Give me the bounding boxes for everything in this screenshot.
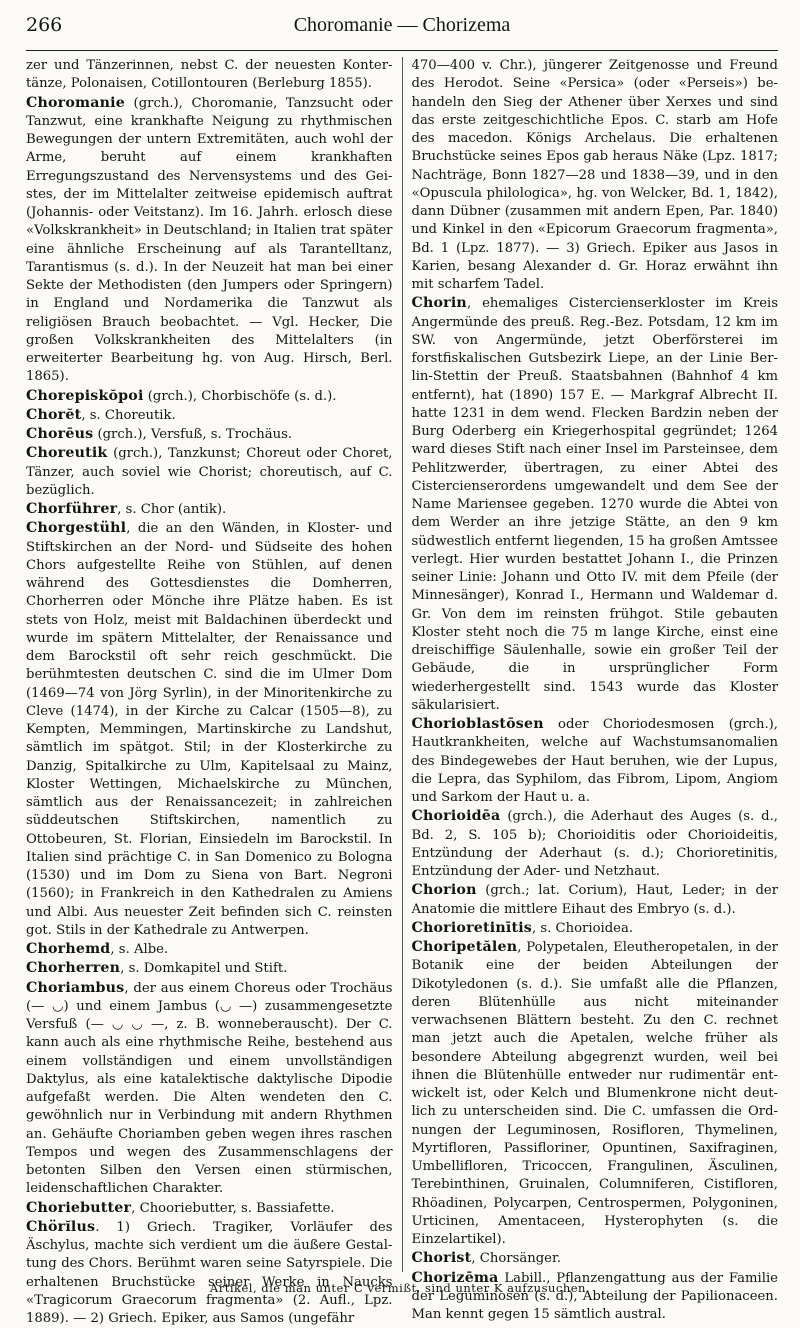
dictionary-entry bbox=[26, 519, 393, 940]
dictionary-entry bbox=[412, 807, 779, 881]
entry-text: (grch.), Versfuß, s. Trochäus. bbox=[93, 427, 293, 442]
entry-headword: Chorführer bbox=[26, 501, 118, 517]
entry-text: , Polypetalen, Eleutheropetalen, in der Botanik eine der beiden Abteilungen der Dikotyledonen (s. d.). Sie umfaßt alle die Pflanzen, deren Blütenhülle aus nicht miteinander verwachsenen Blättern besteht. Zu den C. rechnet man jetzt auch die Apetalen, welche früher als besondere Abteilung abgegrenzt wurden, weil bei ihnen die Blütenhülle entweder nur rudimentär entwickelt ist, oder Kelch und Blumenkrone nicht deutlich zu unterscheiden sind. Die C. umfassen die Ordnungen der Leguminosen, Rosifloren, Thymelinen, Myrtifloren, Passifloriner, Opuntinen, Saxifraginen, Umbellifloren, Tricoccen, Frangulinen, Äsculinen, Terebinthinen, Gruinalen, Columniferen, Cistifloren, Rhöadinen, Polycarpen, Centrospermen, Polygoninen, Urticinen, Amentaceen, Hysterophyten (s. die Einzelartikel). bbox=[411, 940, 778, 1247]
entry-headword: Chorepiskŏpoi bbox=[26, 387, 144, 404]
page-number: 266 bbox=[26, 14, 63, 36]
entry-headword: Chorin bbox=[411, 295, 467, 312]
entry-headword: Choripetălen bbox=[411, 939, 518, 955]
entry-headword: Chörĭlus bbox=[26, 1218, 96, 1235]
dictionary-entry bbox=[26, 500, 393, 519]
entry-text: , die an den Wänden, in Kloster- und Stiftskirchen an der Nord- und Südseite des hohen Chors aufgestellte Reihe von Stühlen, auf denen während des Gottesdienstes die Domherren, Chorherren oder Mönche ihre Plätze haben. Es ist stets von Holz, meist mit Baldachinen überdeckt und wurde im spätern Mittelalter, der Renaissance und dem Barockstil oft sehr reich geschmückt. Die berühmtesten deutschen C. sind die im Ulmer Dom (1469—74 von Jörg Syrlin), in der Minoritenkirche zu Cleve (1474), in der Kirche zu Calcar (1505—8), zu Kempten, Memmingen, Martinskirche zu Landshut, sämtlich im spätgot. Stil; in der Klosterkirche zu Danzig, Spitalkirche zu Ulm, Kapitelsaal zu Mainz, Kloster Wettingen, Michaelskirche zu München, sämtlich aus der Renaissancezeit; in zahlreichen süddeutschen Stiftskirchen, namentlich zu Ottobeuren, St. Florian, Einsiedeln im Barockstil. In Italien sind prächtige C. in San Domenico zu Bologna (1530) und im Dom zu Siena von Bart. Negroni (1560); in Frankreich in den Kathedralen zu Amiens und Albi. Aus neuester Zeit befinden sich C. reinsten got. Stils in der Kathedrale zu Antwerpen. bbox=[26, 521, 393, 938]
entry-text: , s. Albe. bbox=[110, 942, 169, 957]
entry-headword: Chorizēma bbox=[411, 1269, 499, 1286]
page-header bbox=[26, 14, 778, 51]
right-column bbox=[402, 57, 779, 1322]
dictionary-entry bbox=[412, 715, 779, 807]
dictionary-entry bbox=[26, 1199, 393, 1218]
dictionary-entry bbox=[412, 1269, 779, 1325]
dictionary-entry bbox=[26, 959, 393, 978]
dictionary-entry bbox=[26, 979, 393, 1199]
entry-headword: Chorhemd bbox=[26, 941, 111, 957]
entry-text: , s. Chor (antik). bbox=[117, 502, 227, 517]
entry-text: , der aus einem Choreus oder Trochäus (— ◡) und einem Jambus (◡ —) zusammengesetzte Versfuß (— ◡ ◡ —, z. B. wonneberauscht). Der C. kann auch als eine rhythmische Reihe, bestehend aus einem vollständigen und einem unvollständigen Daktylus, als eine katalektische daktylische Dipodie aufgefaßt werden. Die Alten wendeten den C. gewöhnlich nur in Verbindung mit andern Rhythmen an. Gehäufte Choriamben geben wegen ihres raschen Tempos und wegen des Zusammenschlagens der betonten Silben den Versen einen stürmischen, leidenschaftlichen Charakter. bbox=[26, 980, 393, 1197]
entry-text: , s. Domkapitel und Stift. bbox=[120, 961, 288, 977]
entry-text: (grch.; lat. Corium), Haut, Leder; in der Anatomie die mittlere Eihaut des Embryo (s. d.). bbox=[411, 883, 778, 917]
dictionary-entry bbox=[412, 57, 779, 294]
entry-headword: Chorioretinītis bbox=[411, 919, 532, 936]
dictionary-entry bbox=[26, 94, 393, 387]
dictionary-entry bbox=[412, 294, 779, 715]
entry-text: Labill., Pflanzengattung aus der Familie der Leguminosen (s. d.), Abteilung der Papilionaceen. Man kennt gegen 15 sämtlich austral. bbox=[411, 1270, 778, 1322]
entry-text: , Chorsänger. bbox=[471, 1251, 562, 1267]
entry-text: (grch.), Choromanie, Tanzsucht oder Tanzwut, eine krankhafte Neigung zu rhythmischen Bewegungen der untern Extremitäten, auch wohl der Arme, beruht auf einem krankhaften Erregungszustand des Nervensystems und des Geistes, der im Mittelalter zeitweise epidemisch auftrat (Johannis- oder Veitstanz). Im 16. Jahrh. erlosch diese «Volkskrankheit» in Deutschland; in Italien trat später eine ähnliche Erscheinung auf als Tarantelltanz, Tarantismus (s. d.). In der Neuzeit hat man bei einer Sekte der Methodisten (den Jumpers oder Springern) in England und Nordamerika die Tanzwut als religiösen Brauch beobachtet. — Vgl. Hecker, Die großen Volkskrankheiten des Mittelalters (in erweiterter Bearbeitung hg. von Aug. Hirsch, Berl. 1865). bbox=[26, 95, 393, 385]
dictionary-entry bbox=[26, 406, 393, 425]
entry-text: zer und Tänzerinnen, nebst C. der neuesten Kontertänze, Polonaisen, Cotillontouren (Berleburg 1855). bbox=[26, 58, 393, 92]
entry-headword: Chorēus bbox=[26, 426, 94, 442]
entry-text: , ehemaliges Cistercienserkloster im Kreis Angermünde des preuß. Reg.-Bez. Potsdam, 12 km im SW. von Angermünde, jetzt Oberförsterei im forstfiskalischen Gutsbezirk Liepe, an der Linie Berlin-Stettin der Preuß. Staatsbahnen (Bahnhof 4 km entfernt), hat (1890) 157 E. — Markgraf Albrecht II. hatte 1231 in dem wend. Flecken Bardzin neben der Burg Oderberg ein Kriegerhospital gegründet; 1264 ward dieses Stift nach einer Insel im Parsteinsee, dem Pehlitzwerder, übertragen, zu einer Abtei des Cistercienserordens umgewandelt und dem See der Name Mariensee gegeben. 1270 wurde die Abtei von dem Werder an ihre jetzige Stätte, an den 9 km südwestlich entfernt liegenden, 15 ha großen Amtssee verlegt. Hier wurden bestattet Johann I., die Prinzen seiner Linie: Johann und Otto IV. mit dem Pfeile (der Minnesänger), Konrad I., Hermann und Waldemar d. Gr. Von dem im reinsten frühgot. Stile gebauten Kloster steht noch die 75 m lange Kirche, einst eine dreischiffige Säulenhalle, sowie ein großer Teil der Gebäude, die in ursprünglicher Form wiederhergestellt sind. 1543 wurde das Kloster säkularisiert. bbox=[411, 296, 778, 713]
entry-text: (grch.), Tanzkunst; Choreut oder Choret, Tänzer, auch soviel wie Chorist; choreutisch, auf C. bezüglich. bbox=[26, 446, 393, 498]
entry-headword: Chorherren bbox=[26, 960, 121, 977]
dictionary-entry bbox=[26, 940, 393, 959]
entry-headword: Chorĕt bbox=[26, 406, 82, 423]
entry-headword: Chorion bbox=[411, 882, 477, 899]
entry-text: . 1) Griech. Tragiker, Vorläufer des Äschylus, machte sich verdient um die äußere Gestaltung des Chors. Berühmt waren seine Satyrspiele. Die erhaltenen Bruchstücke seiner Werke in Naucks «Tragicorum Graecorum fragmenta» (2. Aufl., Lpz. 1889). — 2) Griech. Epiker, aus Samos (ungefähr bbox=[26, 1219, 393, 1326]
dictionary-entry bbox=[412, 938, 779, 1249]
dictionary-entry bbox=[26, 1218, 393, 1328]
entry-headword: Chorioidēa bbox=[411, 808, 501, 825]
page-title: Choromanie — Chorizema bbox=[293, 14, 511, 36]
dictionary-entry bbox=[26, 425, 393, 444]
entry-headword: Chorgestühl bbox=[26, 520, 127, 537]
entry-headword: Choriambus bbox=[26, 979, 125, 996]
entry-headword: Chorist bbox=[411, 1250, 472, 1267]
entry-text: (grch.), die Aderhaut des Auges (s. d., Bd. 2, S. 105 b); Chorioiditis oder Chorioideitis, Entzündung der Aderhaut (s. d.); Chorioretinitis, Entzündung der Ader- und Netzhaut. bbox=[411, 809, 778, 879]
entry-headword: Chorioblastōsen bbox=[411, 716, 544, 732]
entry-text: (grch.), Chorbischöfe (s. d.). bbox=[143, 388, 337, 404]
dictionary-entry bbox=[412, 881, 779, 919]
dictionary-entry bbox=[26, 444, 393, 500]
entry-text: , s. Choreutik. bbox=[81, 407, 176, 423]
entry-headword: Choriebutter bbox=[26, 1199, 132, 1216]
entry-headword: Choromanie bbox=[26, 94, 125, 111]
page-footer: Artikel, die man unter C vermißt, sind unter K aufzusuchen. bbox=[209, 1281, 591, 1295]
entry-text: oder Choriodesmosen (grch.), Hautkrankheiten, welche auf Wachstumsanomalien des Bindegewebes der Haut beruhen, wie der Lupus, die Lepra, das Syphilom, das Fibrom, Lipom, Angiom und Sarkom der Haut u. a. bbox=[411, 717, 778, 805]
dictionary-entry bbox=[412, 1249, 779, 1268]
dictionary-entry bbox=[26, 57, 393, 94]
dictionary-entry bbox=[412, 919, 779, 938]
entry-text: , Chooriebutter, s. Bassiafette. bbox=[131, 1200, 335, 1216]
entry-text: 470—400 v. Chr.), jüngerer Zeitgenosse und Freund des Herodot. Seine «Persica» (oder «Perseis») behandeln den Sieg der Athener über Xerxes und sind das erste zeitgeschichtliche Epos. C. starb am Hofe des macedon. Königs Archelaus. Die erhaltenen Bruchstücke seines Epos gab heraus Näke (Lpz. 1817; Nachträge, Bonn 1827—28 und 1838—39, und in den «Opuscula philologica», hg. von Welcker, Bd. 1, 1842), dann Dübner (zusammen mit andern Epen, Par. 1840) und Kinkel in den «Epicorum Graecorum fragmenta», Bd. 1 (Lpz. 1877). — 3) Griech. Epiker aus Jasos in Karien, besang Alexander d. Gr. Horaz erwähnt ihn mit scharfem Tadel. bbox=[411, 58, 778, 292]
dictionary-entry bbox=[26, 387, 393, 406]
entry-headword: Choreutik bbox=[26, 445, 108, 462]
entry-text: , s. Chorioidea. bbox=[531, 920, 634, 936]
